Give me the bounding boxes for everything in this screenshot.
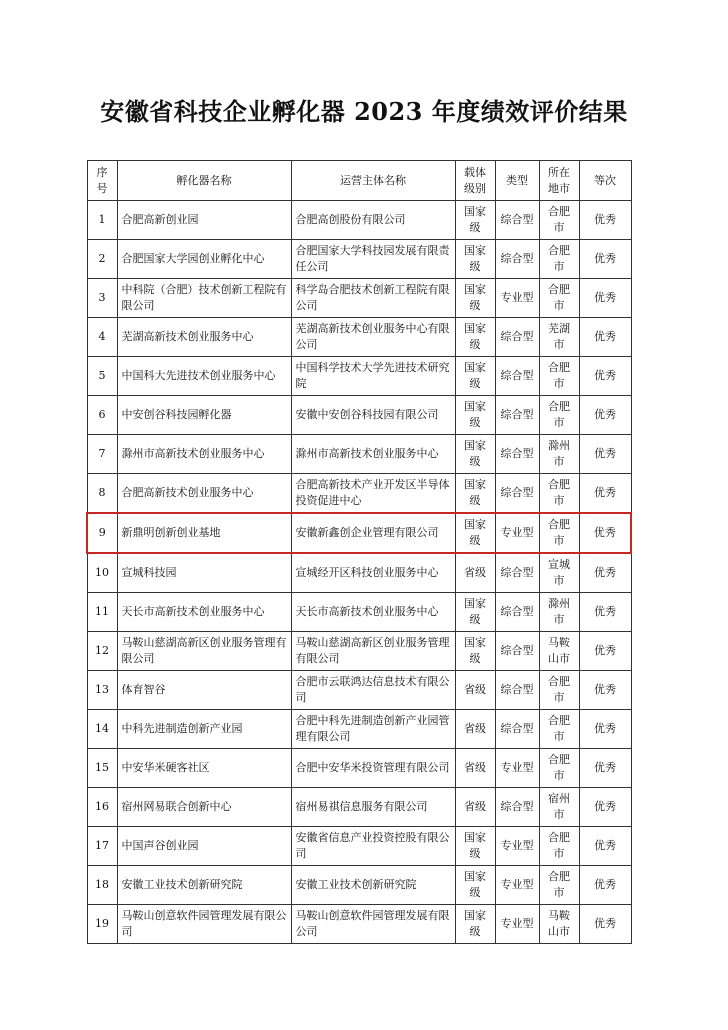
cell-no: 2 <box>87 240 117 279</box>
cell-level: 省级 <box>455 710 495 749</box>
cell-name: 中安创谷科技园孵化器 <box>117 396 291 435</box>
table-row <box>87 435 631 474</box>
cell-grade: 优秀 <box>579 710 631 749</box>
table-row <box>87 474 631 514</box>
cell-name: 马鞍山慈湖高新区创业服务管理有限公司 <box>117 632 291 671</box>
cell-grade: 优秀 <box>579 357 631 396</box>
cell-city: 合肥市 <box>539 513 579 553</box>
cell-level: 国家级 <box>455 435 495 474</box>
cell-level: 国家级 <box>455 827 495 866</box>
cell-city: 滁州市 <box>539 435 579 474</box>
cell-operator: 宣城经开区科技创业服务中心 <box>291 553 455 593</box>
cell-level: 国家级 <box>455 866 495 905</box>
cell-level: 国家级 <box>455 240 495 279</box>
header-no: 序号 <box>87 161 117 201</box>
cell-grade: 优秀 <box>579 240 631 279</box>
cell-type: 综合型 <box>495 318 539 357</box>
cell-city: 合肥市 <box>539 357 579 396</box>
cell-grade: 优秀 <box>579 201 631 240</box>
cell-type: 专业型 <box>495 749 539 788</box>
cell-city: 芜湖市 <box>539 318 579 357</box>
cell-name: 合肥国家大学园创业孵化中心 <box>117 240 291 279</box>
table-row <box>87 201 631 240</box>
cell-type: 综合型 <box>495 201 539 240</box>
cell-name: 芜湖高新技术创业服务中心 <box>117 318 291 357</box>
cell-city: 合肥市 <box>539 671 579 710</box>
cell-grade: 优秀 <box>579 553 631 593</box>
cell-operator: 安徽省信息产业投资控股有限公司 <box>291 827 455 866</box>
cell-level: 国家级 <box>455 474 495 514</box>
table-row <box>87 749 631 788</box>
cell-type: 专业型 <box>495 513 539 553</box>
cell-level: 国家级 <box>455 396 495 435</box>
cell-grade: 优秀 <box>579 279 631 318</box>
cell-operator: 合肥市云联鸿达信息技术有限公司 <box>291 671 455 710</box>
cell-type: 专业型 <box>495 827 539 866</box>
cell-name: 中科院（合肥）技术创新工程院有限公司 <box>117 279 291 318</box>
table-row <box>87 866 631 905</box>
cell-no: 16 <box>87 788 117 827</box>
cell-name: 中安华米硬客社区 <box>117 749 291 788</box>
cell-level: 省级 <box>455 749 495 788</box>
header-level: 载体级别 <box>455 161 495 201</box>
cell-operator: 滁州市高新技术创业服务中心 <box>291 435 455 474</box>
table-row <box>87 279 631 318</box>
header-city: 所在地市 <box>539 161 579 201</box>
cell-no: 5 <box>87 357 117 396</box>
cell-type: 综合型 <box>495 671 539 710</box>
cell-city: 宣城市 <box>539 553 579 593</box>
cell-level: 国家级 <box>455 318 495 357</box>
cell-type: 综合型 <box>495 435 539 474</box>
cell-name: 中国科大先进技术创业服务中心 <box>117 357 291 396</box>
cell-city: 合肥市 <box>539 866 579 905</box>
cell-operator: 安徽新鑫创企业管理有限公司 <box>291 513 455 553</box>
cell-grade: 优秀 <box>579 513 631 553</box>
cell-grade: 优秀 <box>579 671 631 710</box>
cell-no: 15 <box>87 749 117 788</box>
cell-operator: 安徽工业技术创新研究院 <box>291 866 455 905</box>
cell-grade: 优秀 <box>579 905 631 944</box>
table-row <box>87 357 631 396</box>
cell-level: 国家级 <box>455 905 495 944</box>
cell-city: 合肥市 <box>539 201 579 240</box>
cell-grade: 优秀 <box>579 396 631 435</box>
cell-name: 宣城科技园 <box>117 553 291 593</box>
cell-name: 体育智谷 <box>117 671 291 710</box>
cell-type: 综合型 <box>495 240 539 279</box>
cell-city: 合肥市 <box>539 827 579 866</box>
cell-name: 滁州市高新技术创业服务中心 <box>117 435 291 474</box>
cell-name: 天长市高新技术创业服务中心 <box>117 593 291 632</box>
cell-level: 国家级 <box>455 357 495 396</box>
cell-name: 新鼎明创新创业基地 <box>117 513 291 553</box>
cell-no: 14 <box>87 710 117 749</box>
cell-operator: 马鞍山创意软件园管理发展有限公司 <box>291 905 455 944</box>
cell-level: 省级 <box>455 788 495 827</box>
table-row <box>87 396 631 435</box>
cell-type: 专业型 <box>495 279 539 318</box>
cell-operator: 合肥高创股份有限公司 <box>291 201 455 240</box>
cell-name: 马鞍山创意软件园管理发展有限公司 <box>117 905 291 944</box>
cell-type: 综合型 <box>495 710 539 749</box>
cell-no: 19 <box>87 905 117 944</box>
cell-city: 马鞍山市 <box>539 632 579 671</box>
cell-city: 宿州市 <box>539 788 579 827</box>
cell-operator: 科学岛合肥技术创新工程院有限公司 <box>291 279 455 318</box>
cell-operator: 芜湖高新技术创业服务中心有限公司 <box>291 318 455 357</box>
table-row <box>87 318 631 357</box>
cell-operator: 合肥中安华米投资管理有限公司 <box>291 749 455 788</box>
cell-level: 国家级 <box>455 513 495 553</box>
cell-name: 中国声谷创业园 <box>117 827 291 866</box>
cell-grade: 优秀 <box>579 474 631 514</box>
table-row <box>87 553 631 593</box>
table-row <box>87 593 631 632</box>
table-row <box>87 632 631 671</box>
cell-grade: 优秀 <box>579 866 631 905</box>
cell-grade: 优秀 <box>579 749 631 788</box>
cell-no: 12 <box>87 632 117 671</box>
cell-operator: 合肥高新技术产业开发区半导体投资促进中心 <box>291 474 455 514</box>
cell-city: 合肥市 <box>539 474 579 514</box>
cell-name: 合肥高新技术创业服务中心 <box>117 474 291 514</box>
cell-operator: 马鞍山慈湖高新区创业服务管理有限公司 <box>291 632 455 671</box>
cell-grade: 优秀 <box>579 788 631 827</box>
cell-operator: 安徽中安创谷科技园有限公司 <box>291 396 455 435</box>
table-row <box>87 905 631 944</box>
cell-no: 10 <box>87 553 117 593</box>
cell-city: 合肥市 <box>539 396 579 435</box>
cell-type: 综合型 <box>495 396 539 435</box>
cell-no: 17 <box>87 827 117 866</box>
header-name: 孵化器名称 <box>117 161 291 201</box>
cell-no: 7 <box>87 435 117 474</box>
cell-city: 合肥市 <box>539 710 579 749</box>
cell-no: 6 <box>87 396 117 435</box>
cell-level: 省级 <box>455 671 495 710</box>
cell-level: 国家级 <box>455 279 495 318</box>
table-row <box>87 671 631 710</box>
cell-grade: 优秀 <box>579 632 631 671</box>
cell-type: 综合型 <box>495 788 539 827</box>
table-header-row <box>87 161 631 201</box>
cell-no: 11 <box>87 593 117 632</box>
table-row <box>87 513 631 553</box>
table-row <box>87 788 631 827</box>
cell-city: 合肥市 <box>539 279 579 318</box>
cell-level: 国家级 <box>455 201 495 240</box>
cell-type: 综合型 <box>495 632 539 671</box>
cell-no: 8 <box>87 474 117 514</box>
cell-no: 1 <box>87 201 117 240</box>
cell-city: 马鞍山市 <box>539 905 579 944</box>
header-operator: 运营主体名称 <box>291 161 455 201</box>
cell-city: 合肥市 <box>539 749 579 788</box>
cell-type: 综合型 <box>495 553 539 593</box>
cell-no: 18 <box>87 866 117 905</box>
cell-no: 3 <box>87 279 117 318</box>
cell-name: 宿州网易联合创新中心 <box>117 788 291 827</box>
cell-level: 国家级 <box>455 593 495 632</box>
cell-name: 安徽工业技术创新研究院 <box>117 866 291 905</box>
cell-operator: 中国科学技术大学先进技术研究院 <box>291 357 455 396</box>
table-row <box>87 827 631 866</box>
cell-type: 专业型 <box>495 866 539 905</box>
cell-no: 9 <box>87 513 117 553</box>
results-table <box>86 160 632 944</box>
table-row <box>87 710 631 749</box>
cell-type: 综合型 <box>495 593 539 632</box>
cell-level: 省级 <box>455 553 495 593</box>
page-title: 安徽省科技企业孵化器 2023 年度绩效评价结果 <box>100 97 628 126</box>
cell-no: 4 <box>87 318 117 357</box>
cell-level: 国家级 <box>455 632 495 671</box>
header-type: 类型 <box>495 161 539 201</box>
cell-name: 合肥高新创业园 <box>117 201 291 240</box>
cell-grade: 优秀 <box>579 435 631 474</box>
header-grade: 等次 <box>579 161 631 201</box>
cell-grade: 优秀 <box>579 593 631 632</box>
cell-city: 合肥市 <box>539 240 579 279</box>
cell-operator: 宿州易祺信息服务有限公司 <box>291 788 455 827</box>
cell-city: 滁州市 <box>539 593 579 632</box>
cell-operator: 合肥国家大学科技园发展有限责任公司 <box>291 240 455 279</box>
cell-name: 中科先进制造创新产业园 <box>117 710 291 749</box>
cell-type: 综合型 <box>495 357 539 396</box>
cell-type: 综合型 <box>495 474 539 514</box>
cell-grade: 优秀 <box>579 827 631 866</box>
cell-operator: 天长市高新技术创业服务中心 <box>291 593 455 632</box>
cell-type: 专业型 <box>495 905 539 944</box>
cell-grade: 优秀 <box>579 318 631 357</box>
cell-operator: 合肥中科先进制造创新产业园管理有限公司 <box>291 710 455 749</box>
table-row <box>87 240 631 279</box>
cell-no: 13 <box>87 671 117 710</box>
